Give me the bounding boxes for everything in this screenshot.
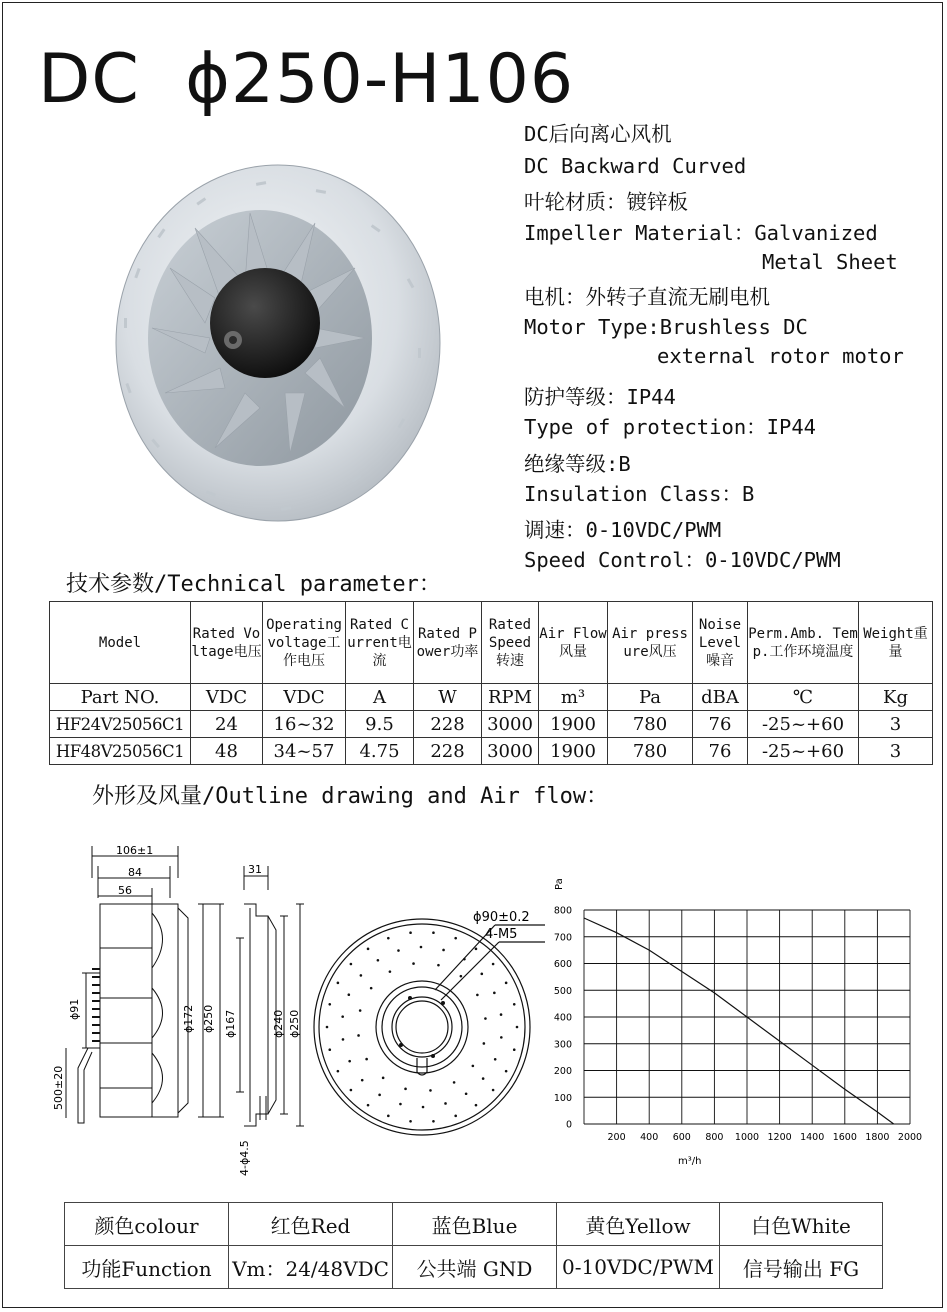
dim-d172: ϕ172 xyxy=(182,1004,195,1033)
rivet-dot xyxy=(492,1089,495,1092)
rivet-dot xyxy=(472,1065,475,1068)
table-cell: 3 xyxy=(859,711,933,738)
table-cell: 4.75 xyxy=(346,738,414,765)
unit-cell: Kg xyxy=(859,684,933,711)
rivet-dot xyxy=(513,1003,516,1006)
rivet-dot xyxy=(378,1094,381,1097)
rivet-dot xyxy=(454,1115,457,1118)
page-title: DC ϕ250-H106 xyxy=(38,40,575,119)
front-view-drawing xyxy=(305,880,550,1170)
x-axis-label: m³/h xyxy=(678,1156,702,1167)
table-cell: 228 xyxy=(414,738,482,765)
dim-106: 106±1 xyxy=(116,844,154,857)
dim-d240: ϕ240 xyxy=(272,1009,285,1038)
table-cell: 信号输出 FG xyxy=(720,1246,883,1289)
rivet-dot xyxy=(453,1081,456,1084)
x-tick-label: 1000 xyxy=(734,1132,760,1143)
spec-motor-en: Motor Type:Brushless DC xyxy=(524,315,808,339)
table-cell: 1900 xyxy=(539,711,608,738)
x-tick-label: 1200 xyxy=(767,1132,792,1143)
fan-photo xyxy=(100,148,445,528)
tech-unit-row xyxy=(50,684,933,711)
rivet-dot xyxy=(326,1026,329,1029)
x-tick-label: 2000 xyxy=(897,1132,923,1143)
table-cell: 76 xyxy=(693,711,748,738)
rivet-dot xyxy=(475,948,478,951)
part-number-cell: HF24V25056C1 xyxy=(50,711,191,738)
rivet-dot xyxy=(505,982,508,985)
rivet-dot xyxy=(432,931,435,934)
unit-cell: A xyxy=(346,684,414,711)
unit-cell: VDC xyxy=(191,684,263,711)
rivet-dot xyxy=(387,1115,390,1118)
header-cell: Operating voltage工作电压 xyxy=(263,602,346,684)
x-tick-label: 1400 xyxy=(800,1132,825,1143)
rivet-dot xyxy=(505,1070,508,1073)
tech-header-row xyxy=(50,602,933,684)
header-cell: Model xyxy=(50,602,191,684)
rivet-dot xyxy=(377,959,380,962)
x-tick-label: 400 xyxy=(640,1132,659,1143)
rivet-dot xyxy=(357,1034,360,1037)
dim-m5: 4-M5 xyxy=(485,927,518,942)
spec-insulation-cn: 绝缘等级:B xyxy=(524,452,631,476)
table-cell: 76 xyxy=(693,738,748,765)
header-cell: Air pressure风压 xyxy=(608,602,693,684)
header-cell: Rated Voltage电压 xyxy=(191,602,263,684)
rivet-dot xyxy=(337,1070,340,1073)
unit-cell: Pa xyxy=(608,684,693,711)
rivet-dot xyxy=(399,1103,402,1106)
tech-section-title: 技术参数/Technical parameter： xyxy=(66,572,441,597)
rivet-dot xyxy=(437,964,440,967)
rivet-dot xyxy=(342,1038,345,1041)
x-tick-label: 200 xyxy=(607,1132,626,1143)
table-row xyxy=(50,738,933,765)
rivet-dot xyxy=(404,1088,407,1091)
table-row xyxy=(50,711,933,738)
front-view-rivets xyxy=(326,931,519,1122)
wire-color-table xyxy=(64,1202,883,1289)
table-cell: 780 xyxy=(608,711,693,738)
spec-speed-cn: 调速：0-10VDC/PWM xyxy=(524,518,722,542)
rivet-dot xyxy=(397,949,400,952)
dim-mount-holes: 4-ϕ4.5 xyxy=(238,1140,251,1176)
table-cell: Vm：24/48VDC xyxy=(229,1246,393,1289)
y-tick-label: 800 xyxy=(553,905,572,917)
table-cell: 3000 xyxy=(482,711,539,738)
rivet-dot xyxy=(360,974,363,977)
table-cell: 34~57 xyxy=(263,738,346,765)
dim-d167: ϕ167 xyxy=(224,1009,237,1038)
rivet-dot xyxy=(409,931,412,934)
rivet-dot xyxy=(370,987,373,990)
x-tick-label: 600 xyxy=(672,1132,691,1143)
rivet-dot xyxy=(337,982,340,985)
dim-d250-side: ϕ250 xyxy=(202,1004,215,1033)
unit-cell: m³ xyxy=(539,684,608,711)
x-tick-label: 1800 xyxy=(865,1132,890,1143)
rivet-dot xyxy=(442,949,445,952)
rivet-dot xyxy=(483,1042,486,1045)
table-cell: -25~+60 xyxy=(748,738,859,765)
rivet-dot xyxy=(389,970,392,973)
table-cell: 16~32 xyxy=(263,711,346,738)
y-tick-label: 600 xyxy=(553,959,572,970)
rivet-dot xyxy=(359,1009,362,1012)
tech-table xyxy=(49,601,933,765)
spec-insulation-en: Insulation Class：B xyxy=(524,482,755,506)
table-row xyxy=(65,1203,883,1246)
rivet-dot xyxy=(361,1079,364,1082)
unit-cell: W xyxy=(414,684,482,711)
unit-cell: VDC xyxy=(263,684,346,711)
rivet-dot xyxy=(476,994,479,997)
table-cell: 1900 xyxy=(539,738,608,765)
rivet-dot xyxy=(409,1120,412,1123)
rivet-dot xyxy=(465,1092,468,1095)
rivet-dot xyxy=(422,1106,425,1109)
rivet-dot xyxy=(328,1003,331,1006)
side-view-drawing xyxy=(48,838,228,1138)
rivet-dot xyxy=(387,937,390,940)
dim-31: 31 xyxy=(248,863,262,876)
y-tick-label: 100 xyxy=(553,1092,572,1104)
spec-protection-en: Type of protection：IP44 xyxy=(524,415,817,439)
table-cell: 48 xyxy=(191,738,263,765)
rivet-dot xyxy=(454,937,457,940)
rivet-dot xyxy=(341,1015,344,1018)
dim-84: 84 xyxy=(128,866,142,879)
unit-cell: ℃ xyxy=(748,684,859,711)
table-cell: 0-10VDC/PWM xyxy=(557,1246,720,1289)
rivet-dot xyxy=(463,958,466,961)
y-tick-label: 500 xyxy=(553,985,572,997)
rivet-dot xyxy=(460,975,463,978)
spec-motor-cn: 电机：外转子直流无刷电机 xyxy=(524,285,770,309)
spec-impeller-en-cont: Metal Sheet xyxy=(762,250,898,274)
header-cell: Perm.Amb. Temp.工作环境温度 xyxy=(748,602,859,684)
rivet-dot xyxy=(494,1058,497,1061)
table-cell: 蓝色Blue xyxy=(393,1203,557,1246)
rivet-dot xyxy=(328,1048,331,1051)
dim-cable-length: 500±20 xyxy=(52,1065,65,1110)
rivet-dot xyxy=(420,946,423,949)
table-cell: -25~+60 xyxy=(748,711,859,738)
section-view-drawing xyxy=(224,860,310,1180)
rivet-dot xyxy=(412,962,415,965)
rivet-dot xyxy=(482,1077,485,1080)
rivet-dot xyxy=(365,1058,368,1061)
table-cell: 228 xyxy=(414,711,482,738)
rivet-dot xyxy=(350,963,353,966)
table-cell: 公共端 GND xyxy=(393,1246,557,1289)
dim-d90: ϕ90±0.2 xyxy=(473,910,530,925)
rivet-dot xyxy=(444,1102,447,1105)
y-tick-label: 300 xyxy=(553,1039,572,1051)
table-cell: 3000 xyxy=(482,738,539,765)
table-cell: 红色Red xyxy=(229,1203,393,1246)
rivet-dot xyxy=(382,1077,385,1080)
table-cell: 780 xyxy=(608,738,693,765)
part-number-cell: HF48V25056C1 xyxy=(50,738,191,765)
spec-impeller-cn: 叶轮材质：镀锌板 xyxy=(524,190,688,214)
header-cell: Rated Power功率 xyxy=(414,602,482,684)
header-cell: Air Flow风量 xyxy=(539,602,608,684)
rivet-dot xyxy=(475,1104,478,1107)
table-cell: 颜色colour xyxy=(65,1203,229,1246)
airflow-curve xyxy=(584,918,894,1124)
unit-cell: dBA xyxy=(693,684,748,711)
y-axis-label: Pa xyxy=(554,878,565,890)
spec-type-en: DC Backward Curved xyxy=(524,154,747,178)
table-cell: 9.5 xyxy=(346,711,414,738)
header-cell: Rated Current电流 xyxy=(346,602,414,684)
unit-cell: RPM xyxy=(482,684,539,711)
rivet-dot xyxy=(432,1120,435,1123)
rivet-dot xyxy=(350,1089,353,1092)
outline-section-title: 外形及风量/Outline drawing and Air flow： xyxy=(92,784,609,809)
rivet-dot xyxy=(492,963,495,966)
spec-speed-en: Speed Control：0-10VDC/PWM xyxy=(524,548,841,572)
rivet-dot xyxy=(493,992,496,995)
rivet-dot xyxy=(513,1048,516,1051)
dim-d250-section: ϕ250 xyxy=(288,1009,301,1038)
rivet-dot xyxy=(367,948,370,951)
rivet-dot xyxy=(348,993,351,996)
spec-impeller-en: Impeller Material：Galvanized xyxy=(524,221,878,245)
table-cell: 3 xyxy=(859,738,933,765)
rivet-dot xyxy=(484,1017,487,1020)
table-cell: 功能Function xyxy=(65,1246,229,1289)
x-tick-label: 800 xyxy=(705,1132,724,1143)
rivet-dot xyxy=(500,1036,503,1039)
rivet-dot xyxy=(516,1026,519,1029)
table-cell: 黄色Yellow xyxy=(557,1203,720,1246)
spec-protection-cn: 防护等级：IP44 xyxy=(524,385,676,409)
y-tick-label: 400 xyxy=(553,1012,572,1024)
rivet-dot xyxy=(367,1104,370,1107)
dim-d91: ϕ91 xyxy=(68,998,81,1020)
rivet-dot xyxy=(500,1013,503,1016)
table-cell: 白色White xyxy=(720,1203,883,1246)
table-cell: 24 xyxy=(191,711,263,738)
rivet-dot xyxy=(348,1060,351,1063)
y-tick-label: 700 xyxy=(553,932,572,944)
header-cell: Rated Speed转速 xyxy=(482,602,539,684)
spec-type-cn: DC后向离心风机 xyxy=(524,122,672,146)
rivet-dot xyxy=(429,1089,432,1092)
y-tick-label: 200 xyxy=(553,1066,572,1077)
unit-cell: Part NO. xyxy=(50,684,191,711)
header-cell: Noise Level噪音 xyxy=(693,602,748,684)
spec-motor-en-cont: external rotor motor xyxy=(657,344,904,368)
table-row xyxy=(65,1246,883,1289)
airflow-chart xyxy=(548,872,938,1172)
y-tick-label: 0 xyxy=(565,1119,572,1131)
dim-56: 56 xyxy=(118,884,132,897)
rivet-dot xyxy=(480,973,483,976)
x-tick-label: 1600 xyxy=(832,1132,857,1143)
header-cell: Weight重量 xyxy=(859,602,933,684)
